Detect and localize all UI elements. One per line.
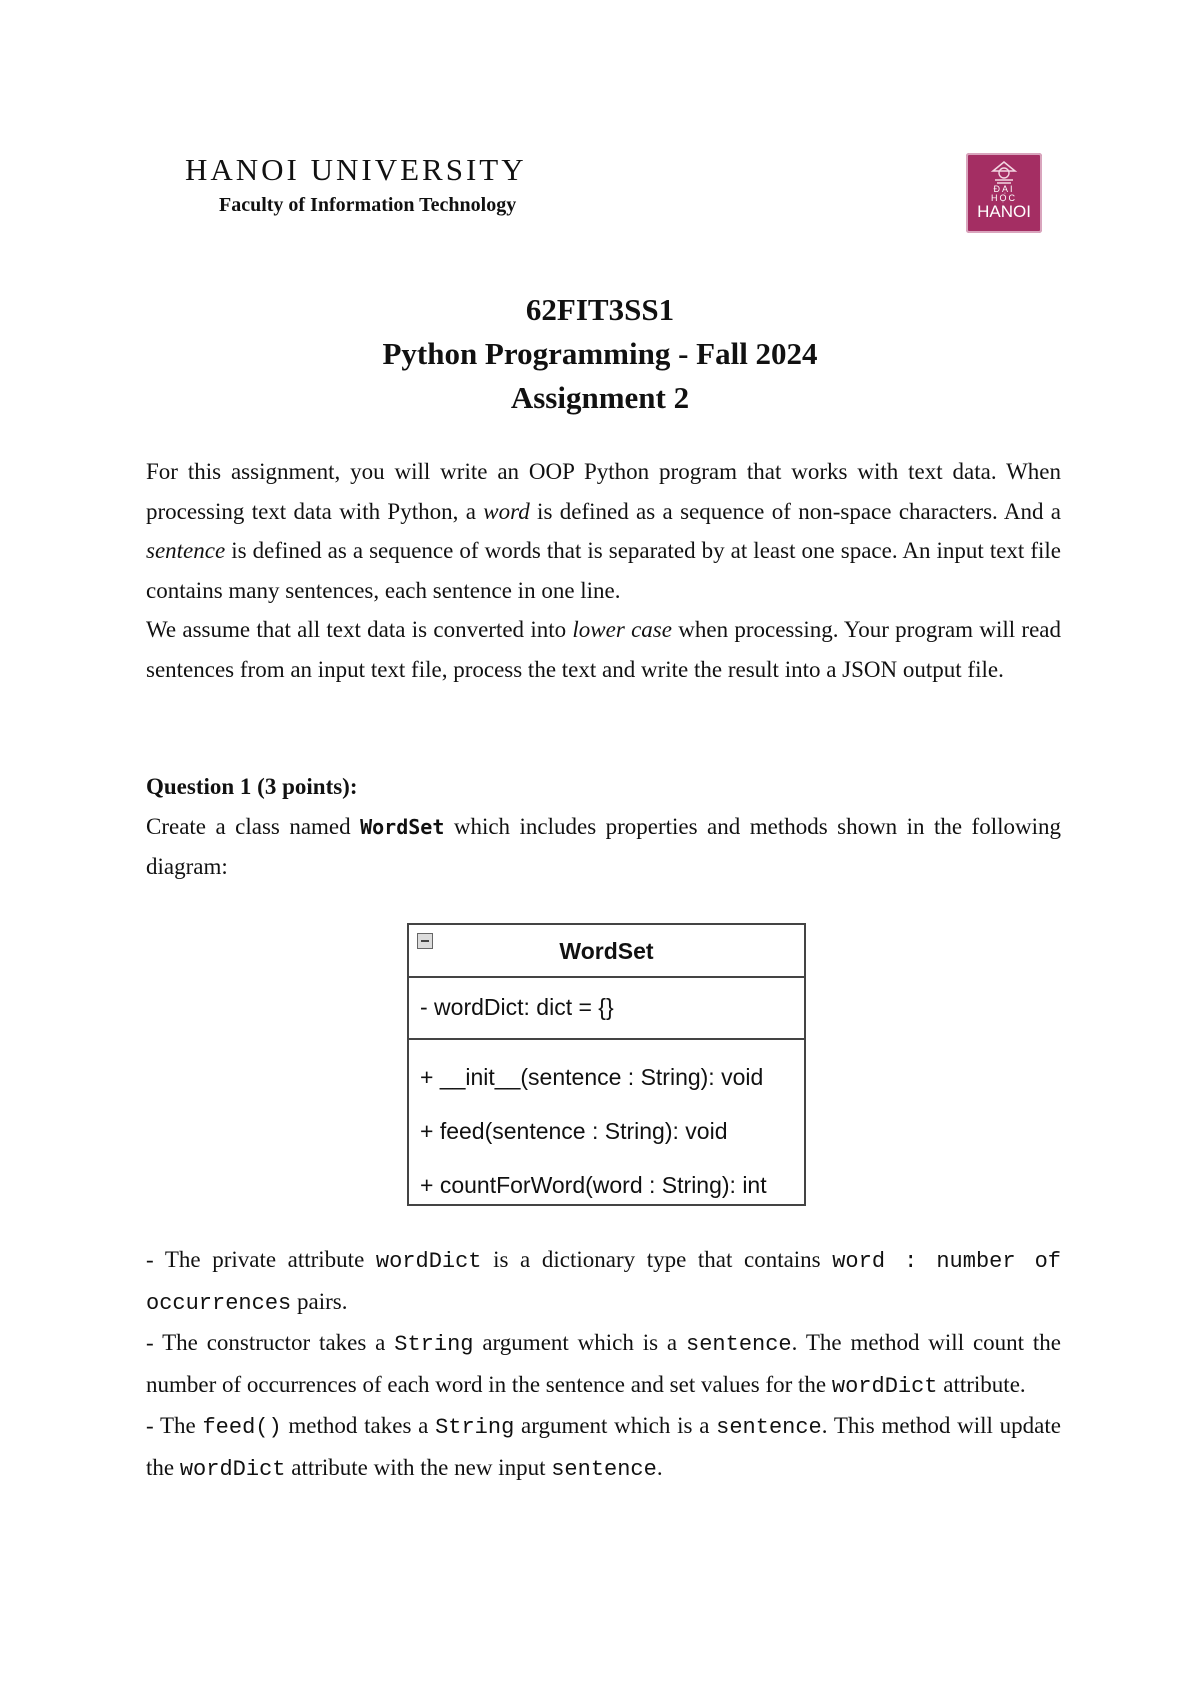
question-1-heading: Question 1 (3 points): [146, 774, 358, 799]
uml-class-diagram [407, 923, 806, 1206]
collapse-icon [417, 933, 433, 949]
bullet-text: attribute with the new input [285, 1454, 552, 1480]
inline-code: sentence [551, 1456, 657, 1482]
inline-code: sentence [716, 1415, 822, 1440]
intro-paragraph-1 [146, 452, 1061, 610]
course-code: 62FIT3SS1 [525, 292, 675, 327]
question-1-text [146, 807, 1061, 887]
bullet-text: . [656, 1454, 663, 1480]
intro-text: We assume that all text data is converted into [146, 617, 573, 642]
inline-code: wordDict [179, 1456, 286, 1482]
logo-text-line3: HANOI [977, 202, 1031, 221]
university-name: HANOI UNIVERSITY [185, 152, 527, 187]
term-sentence: sentence [146, 538, 226, 563]
bullet-text: - The constructor takes a [146, 1330, 395, 1355]
bullet-worddict [146, 1240, 1061, 1323]
inline-code: String [394, 1332, 474, 1357]
description-bullets [146, 1240, 1061, 1489]
intro-text: For this assignment, you will write an OOP Python program that works with text data. When processing text data with Python, a [146, 459, 1061, 524]
bullet-text: . The method will count the number of occurrences of each word in the sentence and set values for the [146, 1330, 1062, 1397]
header [185, 152, 527, 217]
course-title: Python Programming - Fall 2024 [382, 336, 818, 371]
university-logo [966, 153, 1042, 233]
intro-text: is defined as a sequence of words that is separated by at least one space. An input text file contains many sentences, each sentence in one line. [146, 538, 1061, 603]
temple-icon [989, 159, 1019, 185]
bullet-text: is a dictionary type that contains [481, 1247, 833, 1272]
assignment-title: Assignment 2 [510, 380, 690, 415]
uml-operation: + feed(sentence : String): void [420, 1118, 728, 1144]
uml-operation: + countForWord(word : String): int [420, 1172, 767, 1198]
inline-code: feed() [202, 1415, 282, 1440]
question-text: which includes properties and methods shown in the following diagram: [146, 813, 1061, 879]
bullet-text: argument which is a [514, 1413, 717, 1438]
uml-class-name: WordSet [559, 938, 654, 964]
bullet-constructor [146, 1323, 1061, 1406]
intro-text: is defined as a sequence of non-space characters. And a [529, 498, 1062, 524]
question-1-section [146, 767, 1061, 887]
class-name-code: WordSet [360, 814, 445, 839]
bullet-text: method takes a [281, 1413, 436, 1438]
intro-paragraph-2 [146, 610, 1061, 689]
bullet-text: argument which is a [473, 1330, 687, 1355]
term-lower-case: lower case [572, 617, 672, 642]
inline-code: String [435, 1415, 515, 1440]
uml-attribute: - wordDict: dict = {} [420, 994, 614, 1020]
intro-text: when processing. Your program will read sentences from an input text file, process the text and write the result into a JSON output file. [146, 617, 1061, 682]
inline-code: wordDict [375, 1249, 482, 1274]
term-word: word [483, 498, 530, 524]
bullet-text: - The [146, 1413, 203, 1438]
question-text: Create a class named [146, 813, 361, 839]
uml-operations [409, 1040, 804, 1212]
inline-code: wordDict [831, 1373, 938, 1399]
uml-operation: + __init__(sentence : String): void [420, 1064, 764, 1090]
bullet-text: attribute. [937, 1371, 1026, 1397]
logo-text-line2: HỌC [991, 193, 1017, 203]
bullet-text: - The private attribute [146, 1247, 376, 1272]
bullet-text: . This method will update the [146, 1413, 1061, 1480]
inline-code: word : number of occurrences [146, 1249, 1062, 1316]
faculty-name: Faculty of Information Technology [219, 194, 517, 216]
intro-section [146, 452, 1061, 689]
uml-attributes [409, 978, 804, 1040]
inline-code: sentence [686, 1332, 792, 1357]
bullet-feed-method [146, 1406, 1061, 1489]
bullet-text: pairs. [291, 1288, 348, 1314]
logo-text-line1: ĐẠI [993, 184, 1015, 194]
uml-class-header [409, 925, 804, 978]
title-block [0, 288, 1200, 420]
